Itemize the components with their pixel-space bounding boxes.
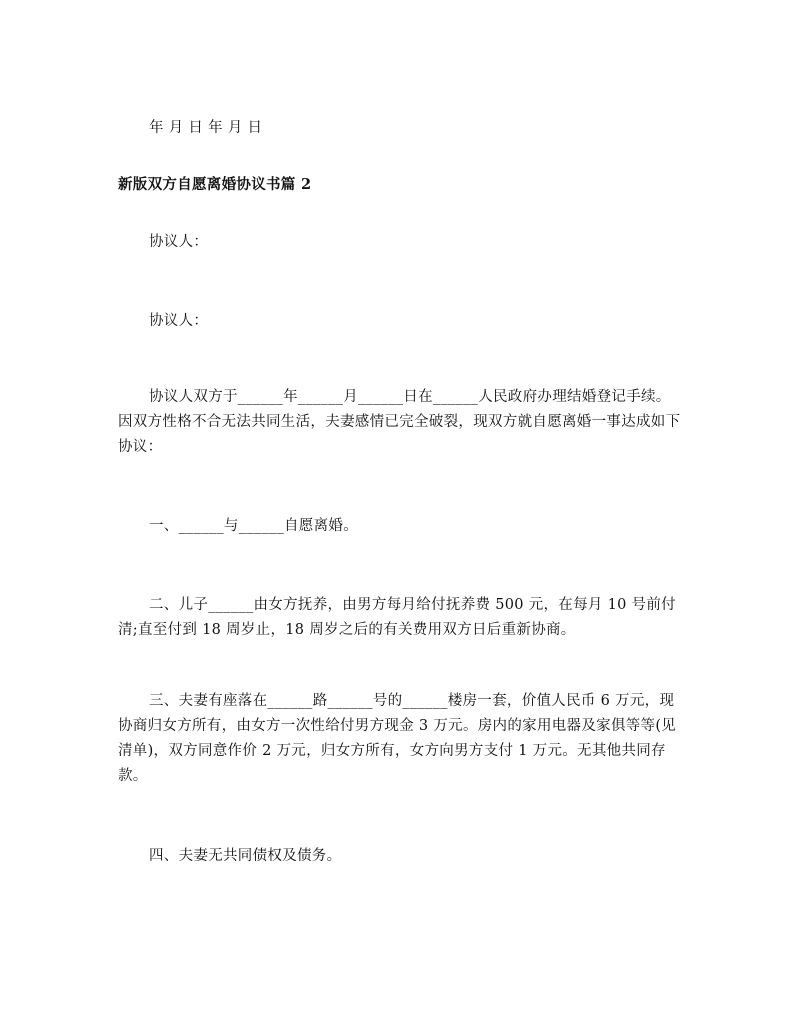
section-title: 新版双方自愿离婚协议书篇 2 bbox=[118, 176, 312, 193]
clause-1: 一、______与______自愿离婚。 bbox=[149, 518, 358, 534]
clause-3: 三、夫妻有座落在______路______号的______楼房一套，价值人民币 6 万元，现协商归女方所有，由女方一次性给付男方现金 3 万元。房内的家用电器及家俱等等(见清单)，双方同意作价 2 万元，归女方所有，女方向男方支付 1 万元。无其他共同存款。 bbox=[118, 693, 677, 784]
clause-2: 二、儿子______由女方抚养，由男方每月给付抚养费 500 元，在每月 10 号前付清;直至付到 18 周岁止，18 周岁之后的有关费用双方日后重新协商。 bbox=[118, 597, 676, 638]
party-2-label: 协议人： bbox=[149, 313, 209, 329]
date-line: 年 月 日 年 月 日 bbox=[149, 120, 263, 136]
intro-paragraph: 协议人双方于______年______月______日在______人民政府办理结婚登记手续。因双方性格不合无法共同生活，夫妻感情已完全破裂，现双方就自愿离婚一事达成如下协议： bbox=[118, 389, 681, 455]
clause-4: 四、夫妻无共同债权及债务。 bbox=[149, 848, 342, 864]
party-1-label: 协议人： bbox=[149, 234, 209, 250]
